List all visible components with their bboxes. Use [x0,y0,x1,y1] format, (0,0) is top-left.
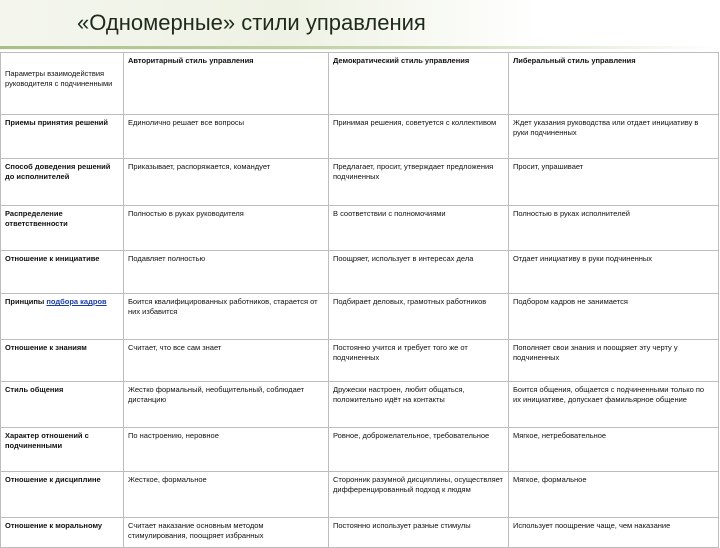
table-cell: В соответствии с полномочиями [329,206,509,251]
table-cell: Поощряет, использует в интересах дела [329,251,509,294]
table-row [1,294,719,340]
table-cell: Просит, упрашивает [509,159,719,206]
table-cell: Дружески настроен, любит общаться, положительно идёт на контакты [329,382,509,428]
table-cell: Постоянно учится и требует того же от подчиненных [329,340,509,382]
row-parameter: Характер отношений с подчиненными [1,428,124,472]
table-row [1,428,719,472]
table-row [1,518,719,548]
row-parameter: Способ доведения решений до исполнителей [1,159,124,206]
row-parameter: Отношение к моральному [1,518,124,548]
table-cell: Сторонник разумной дисциплины, осуществляет дифференцированный подход к людям [329,472,509,518]
table-row [1,340,719,382]
table-cell: Подбором кадров не занимается [509,294,719,340]
table-cell: Считает, что все сам знает [124,340,329,382]
table-cell: Использует поощрение чаще, чем наказание [509,518,719,548]
row-parameter [1,294,124,340]
header-row [1,53,719,115]
table-row [1,115,719,159]
styles-table [0,52,719,548]
table-cell: Считает наказание основным методом стимулирования, поощряет избранных [124,518,329,548]
title-accent-line [0,46,720,49]
table-cell: Пополняет свои знания и поощряет эту черту у подчиненных [509,340,719,382]
row-parameter: Распределение ответственности [1,206,124,251]
table-cell: Подавляет полностью [124,251,329,294]
table-row [1,159,719,206]
table-cell: Принимая решения, советуется с коллективом [329,115,509,159]
table-cell: Постоянно использует разные стимулы [329,518,509,548]
table-cell: Мягкое, формальное [509,472,719,518]
table-row [1,206,719,251]
table-cell: Полностью в руках исполнителей [509,206,719,251]
table-cell: Мягкое, нетребовательное [509,428,719,472]
corner-header: Параметры взаимодействия руководителя с подчиненными [1,53,124,115]
table-cell: По настроению, неровное [124,428,329,472]
row-parameter: Отношение к знаниям [1,340,124,382]
table-cell: Единолично решает все вопросы [124,115,329,159]
row-parameter-prefix: Принципы [5,297,47,306]
table-cell: Ровное, доброжелательное, требовательное [329,428,509,472]
table-cell: Ждет указания руководства или отдает инициативу в руки подчиненных [509,115,719,159]
table-row [1,251,719,294]
row-parameter: Отношение к инициативе [1,251,124,294]
table-cell: Подбирает деловых, грамотных работников [329,294,509,340]
table-cell: Жестко формальный, необщительный, соблюдает дистанцию [124,382,329,428]
column-header-liberal: Либеральный стиль управления [509,53,719,115]
hiring-link[interactable]: подбора кадров [46,297,107,306]
table-cell: Предлагает, просит, утверждает предложения подчиненных [329,159,509,206]
table-cell: Боится квалифицированных работников, старается от них избавится [124,294,329,340]
table-row [1,382,719,428]
row-parameter: Стиль общения [1,382,124,428]
table-row [1,472,719,518]
table-cell: Жесткое, формальное [124,472,329,518]
column-header-democratic: Демократический стиль управления [329,53,509,115]
row-parameter: Приемы принятия решений [1,115,124,159]
column-header-authoritarian: Авторитарный стиль управления [124,53,329,115]
table-cell: Боится общения, общается с подчиненными только по их инициативе, допускает фамильярное общение [509,382,719,428]
table-cell: Приказывает, распоряжается, командует [124,159,329,206]
slide-title: «Одномерные» стили управления [77,10,426,35]
row-parameter: Отношение к дисциплине [1,472,124,518]
table-cell: Отдает инициативу в руки подчиненных [509,251,719,294]
table-cell: Полностью в руках руководителя [124,206,329,251]
